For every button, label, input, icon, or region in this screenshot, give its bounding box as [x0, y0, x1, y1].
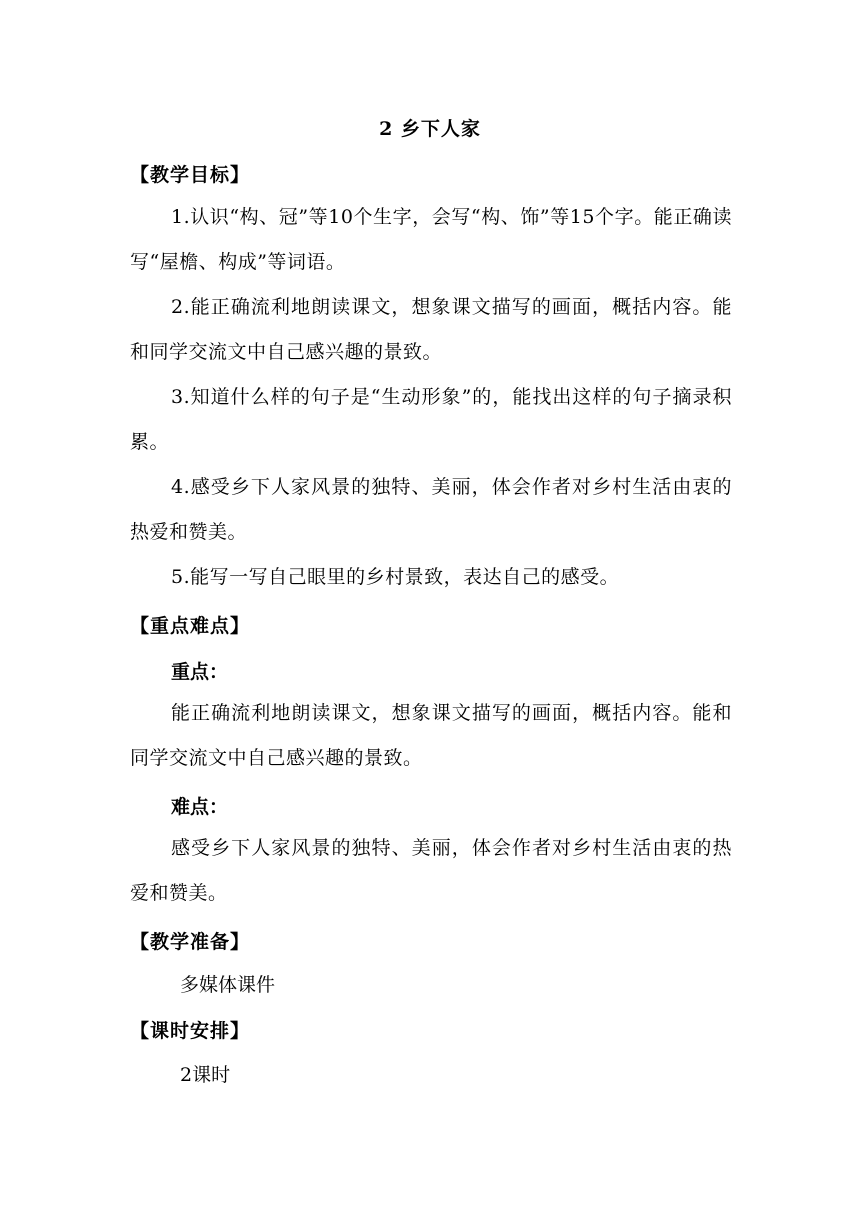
preparation-heading: 【教学准备】 [130, 931, 251, 953]
objective-item-2: 2.能正确流利地朗读课文，想象课文描写的画面，概括内容。能和同学交流文中自己感兴趣的景致。 [130, 296, 732, 363]
difficulty-text: 感受乡下人家风景的独特、美丽，体会作者对乡村生活由衷的热爱和赞美。 [130, 837, 732, 904]
key-points-heading: 【重点难点】 [130, 615, 251, 637]
objective-item-3: 3.知道什么样的句子是“生动形象”的，能找出这样的句子摘录积累。 [130, 386, 732, 453]
schedule-text: 2课时 [180, 1064, 231, 1086]
difficulty-label: 难点： [171, 796, 229, 818]
objective-item-5: 5.能写一写自己眼里的乡村景致，表达自己的感受。 [171, 566, 620, 588]
focus-label: 重点： [171, 661, 229, 683]
objective-item-4: 4.感受乡下人家风景的独特、美丽，体会作者对乡村生活由衷的热爱和赞美。 [130, 476, 732, 543]
focus-text: 能正确流利地朗读课文，想象课文描写的画面，概括内容。能和同学交流文中自己感兴趣的景致。 [130, 702, 732, 769]
objective-item-1: 1.认识“构、冠”等10个生字，会写“构、饰”等15个字。能正确读写“屋檐、构成”等词语。 [130, 206, 732, 273]
page-title: 2 乡下人家 [379, 118, 481, 140]
schedule-heading: 【课时安排】 [130, 1020, 251, 1042]
objectives-heading: 【教学目标】 [130, 164, 251, 186]
preparation-text: 多媒体课件 [180, 974, 276, 996]
